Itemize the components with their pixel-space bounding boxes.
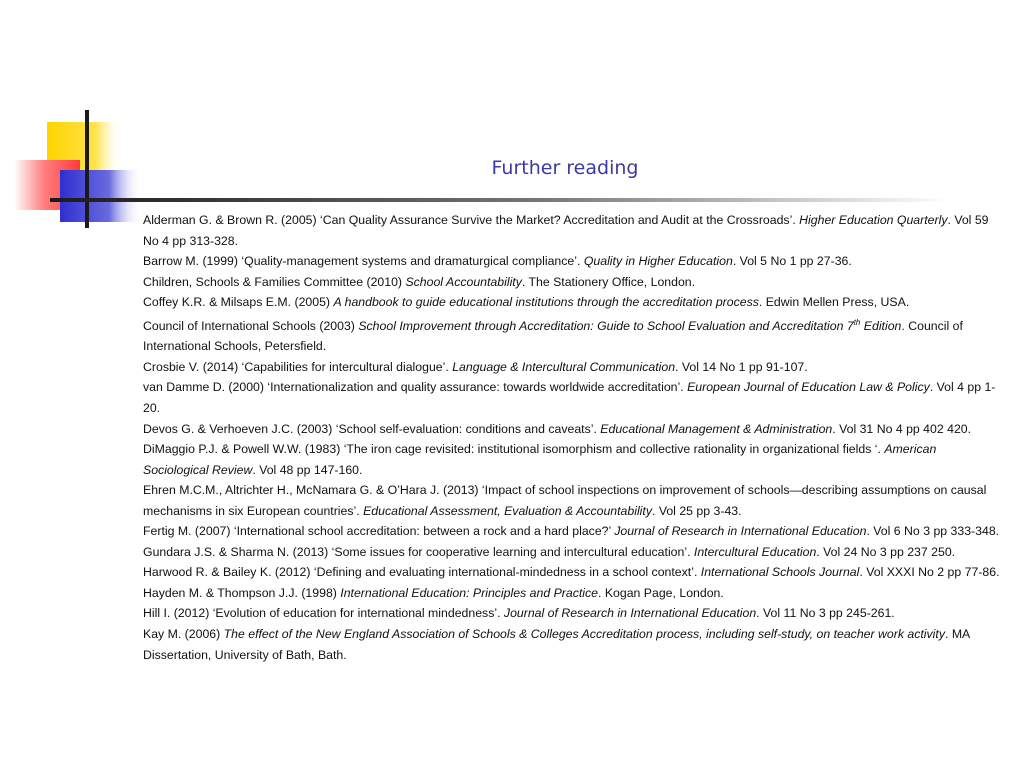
reference-source: School Improvement through Accreditation: Guide to School Evaluation and Accreditation 7 xyxy=(358,318,854,333)
reference-details: . Edwin Mellen Press, USA. xyxy=(758,295,910,310)
reference-item xyxy=(143,313,1003,357)
slide-title: Further reading xyxy=(491,157,639,179)
reference-authors-title: Kay M. (2006) xyxy=(143,627,224,642)
superscript: th xyxy=(853,317,861,327)
reference-item xyxy=(143,272,1003,293)
reference-authors-title: Alderman G. & Brown R. (2005) ‘Can Quality Assurance Survive the Market? Accreditation and Audit at the Crossroads’. xyxy=(143,213,800,227)
reference-item xyxy=(143,377,1003,418)
blue-square-decoration xyxy=(60,170,142,222)
reference-details: . Vol 59 No 4 pp 313-328. xyxy=(143,213,989,248)
reference-source: International Schools Journal xyxy=(700,565,860,580)
reference-item xyxy=(143,624,1003,665)
reference-authors-title: Children, Schools & Families Committee (2010) xyxy=(143,274,406,289)
reference-source: School Accountability xyxy=(405,274,522,289)
reference-authors-title: Hill I. (2012) ‘Evolution of education for international mindedness’. xyxy=(143,606,504,621)
reference-details: . Vol 48 pp 147-160. xyxy=(252,462,363,477)
reference-details: . Vol 24 No 3 pp 237 250. xyxy=(816,544,956,559)
reference-source: Quality in Higher Education xyxy=(583,254,733,269)
reference-authors-title: van Damme D. (2000) ‘Internationalization and quality assurance: towards worldwide accreditation’. xyxy=(143,380,688,395)
reference-source-cont: Edition xyxy=(860,318,902,333)
reference-authors-title: Harwood R. & Bailey K. (2012) ‘Defining and evaluating international-mindedness in a school context’. xyxy=(143,565,701,580)
reference-authors-title: Hayden M. & Thompson J.J. (1998) xyxy=(143,585,341,600)
reference-authors-title: Gundara J.S. & Sharma N. (2013) ‘Some issues for cooperative learning and intercultural education’. xyxy=(143,544,694,559)
reference-source: International Education: Principles and Practice xyxy=(340,585,598,600)
reference-authors-title: Council of International Schools (2003) xyxy=(143,318,359,333)
reference-list xyxy=(143,210,1003,665)
reference-authors-title: Barrow M. (1999) ‘Quality-management systems and dramaturgical compliance’. xyxy=(143,254,584,269)
reference-item xyxy=(143,210,1003,251)
reference-source: European Journal of Education Law & Policy xyxy=(687,380,930,395)
reference-authors-title: Fertig M. (2007) ‘International school accreditation: between a rock and a hard place?’ xyxy=(143,524,615,539)
reference-details: . The Stationery Office, London. xyxy=(521,274,696,289)
reference-details: . Vol 4 pp 1-20. xyxy=(143,380,996,416)
reference-authors-title: Devos G. & Verhoeven J.C. (2003) ‘School self-evaluation: conditions and caveats’. xyxy=(143,421,601,436)
reference-details: . Vol 5 No 1 pp 27-36. xyxy=(732,254,852,269)
reference-authors-title: Crosbie V. (2014) ‘Capabilities for intercultural dialogue’. xyxy=(143,359,453,374)
reference-details: . MA Dissertation, University of Bath, Bath. xyxy=(143,627,970,662)
reference-item xyxy=(143,439,1003,480)
reference-source: Journal of Research in International Education xyxy=(503,606,757,621)
reference-item xyxy=(143,542,1003,563)
reference-source: Educational Assessment, Evaluation & Accountability xyxy=(363,503,652,518)
reference-authors-title: Coffey K.R. & Milsaps E.M. (2005) xyxy=(143,295,334,310)
reference-item xyxy=(143,419,1003,440)
vertical-line-decoration xyxy=(85,110,89,228)
reference-source: A handbook to guide educational institutions through the accreditation process xyxy=(333,295,759,310)
reference-item xyxy=(143,357,1003,378)
reference-details: . Vol 31 No 4 pp 402 420. xyxy=(832,421,972,436)
reference-authors-title: DiMaggio P.J. & Powell W.W. (1983) ‘The iron cage revisited: institutional isomorphism and collective rationality in organizational fields ‘. xyxy=(143,442,885,457)
reference-authors-title: Ehren M.C.M., Altrichter H., McNamara G. & O’Hara J. (2013) ‘Impact of school inspections on improvement of schools—describing assumptions on causal mechanisms in six European countries’. xyxy=(143,483,987,518)
reference-source: Higher Education Quarterly xyxy=(799,213,948,227)
reference-item xyxy=(143,292,1003,313)
reference-details: . Vol 11 No 3 pp 245-261. xyxy=(756,606,895,621)
horizontal-rule xyxy=(50,198,950,202)
reference-details: . Vol XXXI No 2 pp 77-86. xyxy=(859,565,1000,580)
reference-details: . Kogan Page, London. xyxy=(598,585,724,600)
reference-item xyxy=(143,562,1003,583)
reference-details: . Vol 6 No 3 pp 333-348. xyxy=(866,524,1000,539)
reference-item xyxy=(143,480,1003,521)
slide-decoration xyxy=(0,0,1024,240)
reference-source: Journal of Research in International Education xyxy=(614,524,867,539)
reference-source: American Sociological Review xyxy=(143,442,937,477)
reference-source: Educational Management & Administration xyxy=(600,421,833,436)
reference-source: Intercultural Education xyxy=(693,544,817,559)
reference-source: The effect of the New England Association of Schools & Colleges Accreditation process, including self-study, on teacher work activity xyxy=(223,627,945,642)
reference-item xyxy=(143,251,1003,272)
reference-details: . Council of International Schools, Petersfield. xyxy=(143,318,963,354)
reference-source: Language & Intercultural Communication xyxy=(452,359,676,374)
reference-details: . Vol 14 No 1 pp 91-107. xyxy=(675,359,808,374)
reference-item xyxy=(143,603,1003,624)
reference-item xyxy=(143,521,1003,542)
reference-details: . Vol 25 pp 3-43. xyxy=(651,503,742,518)
reference-item xyxy=(143,583,1003,604)
